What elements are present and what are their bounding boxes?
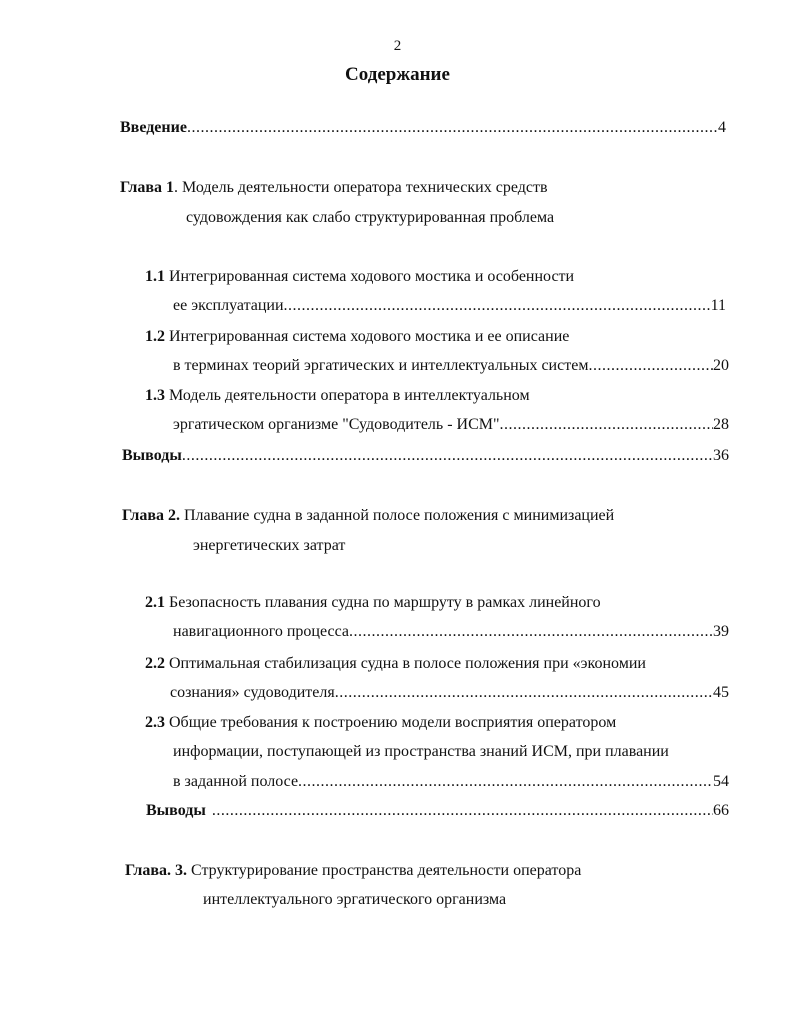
section-title: Интегрированная система ходового мостика и ее описание (165, 328, 570, 345)
toc-label: Выводы (122, 447, 182, 464)
toc-entry-2-3-cont[interactable] (173, 771, 729, 793)
toc-page: 45 (713, 684, 729, 701)
chapter-title: Плавание судна в заданной полосе положения с минимизацией (180, 507, 615, 524)
chapter-1-title-cont: судовождения как слабо структурированная проблема (186, 209, 555, 226)
chapter-3-title-cont: интеллектуального эргатического организма (203, 891, 507, 908)
toc-label: эргатическом организме "Судоводитель - ИСМ" (173, 416, 500, 433)
toc-page: 54 (713, 773, 729, 790)
section-title: Безопасность плавания судна по маршруту в рамках линейного (165, 594, 601, 611)
toc-entry-1-3[interactable] (145, 385, 530, 407)
toc-entry-1-3-cont[interactable] (173, 414, 729, 436)
dot-leader (284, 295, 711, 317)
dot-leader (187, 117, 718, 139)
toc-entry-2-2-cont[interactable] (170, 682, 729, 704)
chapter-label: Глава 2. (122, 507, 180, 524)
toc-entry-1-2[interactable] (145, 326, 569, 348)
dot-leader (335, 682, 713, 704)
dot-leader (182, 445, 713, 467)
toc-entry-2-3[interactable] (145, 712, 616, 734)
toc-page: 4 (718, 119, 726, 136)
toc-page: 66 (713, 802, 729, 819)
dot-leader (349, 621, 713, 643)
toc-page: 20 (713, 357, 729, 374)
toc-entry-1-2-cont[interactable] (173, 355, 729, 377)
toc-page: 39 (713, 623, 729, 640)
chapter-1-heading[interactable] (120, 177, 548, 199)
toc-entry-introduction[interactable] (120, 117, 726, 139)
toc-page: 36 (713, 447, 729, 464)
section-title: Модель деятельности оператора в интеллектуальном (165, 387, 530, 404)
toc-entry-chapter-1-conclusions[interactable] (122, 445, 729, 467)
toc-entry-1-1[interactable] (145, 266, 574, 288)
toc-entry-chapter-2-conclusions[interactable] (146, 800, 729, 822)
dot-leader (500, 414, 713, 436)
dot-leader (298, 771, 713, 793)
page-title: Содержание (345, 64, 450, 85)
chapter-title: . Модель деятельности оператора технических средств (174, 179, 548, 196)
dot-leader (588, 355, 713, 377)
toc-label: сознания» судоводителя (170, 684, 335, 701)
section-number: 1.2 (145, 328, 165, 345)
chapter-label: Глава. 3. (125, 862, 187, 879)
section-title: Оптимальная стабилизация судна в полосе положения при «экономии (165, 655, 646, 672)
dot-leader (212, 800, 713, 822)
section-number: 2.1 (145, 594, 165, 611)
chapter-3-heading[interactable] (125, 860, 581, 882)
toc-entry-2-1[interactable] (145, 592, 601, 614)
toc-label: Введение (120, 119, 187, 136)
section-title: Интегрированная система ходового мостика и особенности (165, 268, 575, 285)
section-number: 1.1 (145, 268, 165, 285)
toc-page: 28 (713, 416, 729, 433)
toc-entry-2-2[interactable] (145, 653, 646, 675)
toc-label: навигационного процесса (173, 623, 349, 640)
chapter-label: Глава 1 (120, 179, 174, 196)
chapter-2-title-cont: энергетических затрат (193, 537, 346, 554)
toc-entry-1-1-cont[interactable] (173, 295, 726, 317)
toc-entry-2-1-cont[interactable] (173, 621, 729, 643)
section-number: 1.3 (145, 387, 165, 404)
toc-label: Выводы (146, 802, 206, 819)
toc-label: ее эксплуатации (173, 297, 284, 314)
chapter-title: Структурирование пространства деятельности оператора (187, 862, 582, 879)
section-title: Общие требования к построению модели восприятия оператором (165, 714, 617, 731)
section-number: 2.3 (145, 714, 165, 731)
chapter-2-heading[interactable] (122, 505, 614, 527)
toc-label: в терминах теорий эргатических и интеллектуальных систем (173, 357, 589, 374)
section-number: 2.2 (145, 655, 165, 672)
toc-label: в заданной полосе (173, 773, 299, 790)
toc-page: 11 (710, 297, 726, 314)
page-number: 2 (393, 38, 402, 54)
toc-entry-2-3-line2: информации, поступающей из пространства знаний ИСМ, при плавании (173, 743, 669, 760)
